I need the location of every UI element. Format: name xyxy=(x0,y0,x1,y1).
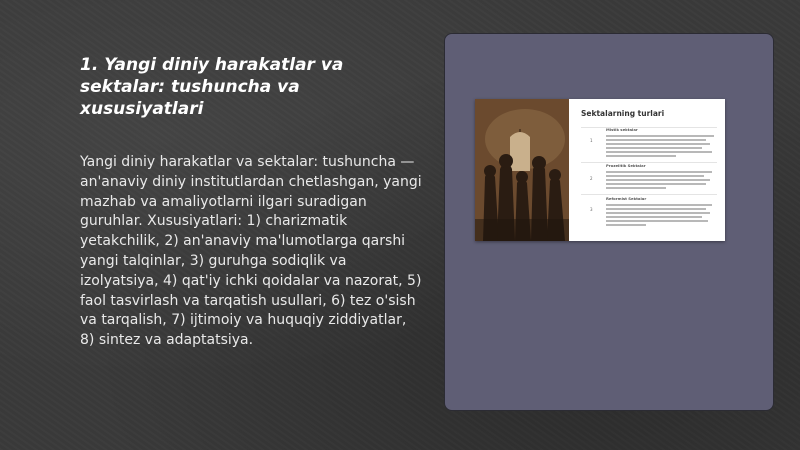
text-line xyxy=(606,155,676,157)
text-line xyxy=(606,204,712,206)
text-line xyxy=(606,208,706,210)
text-line xyxy=(606,175,704,177)
section-title: Mistik sektalar xyxy=(606,127,638,132)
thumbnail-heading: Sektalarning turlari xyxy=(581,109,665,118)
text-line xyxy=(606,143,710,145)
thumbnail-content xyxy=(573,99,725,241)
text-line xyxy=(606,151,712,153)
section-title: Prozelitik Sektalar xyxy=(606,163,646,168)
divider xyxy=(581,162,717,163)
divider xyxy=(581,127,717,128)
text-line xyxy=(606,224,646,226)
slide-body-text: Yangi diniy harakatlar va sektalar: tushuncha — an'anaviy diniy institutlardan chetlashgan, yangi mazhab va amaliyotlarni ilgari suradigan guruhlar. Xususiyatlari: 1) charizmatik yetakchilik, 2) an'anaviy ma'lumotlarga qarshi yangi talqinlar, 3) guruhga sodiqlik va izolyatsiya, 4) qat'iy ichki qoidalar va nazorat, 5) faol tasvirlash va tarqatish usullari, 6) tez o'sish va tarqalish, 7) ijtimoiy va huquqiy ziddiyatlar, 8) sintez va adaptatsiya. xyxy=(80,154,422,349)
section-number: 3 xyxy=(590,207,593,212)
text-line xyxy=(606,216,702,218)
divider xyxy=(581,194,717,195)
text-line xyxy=(606,220,708,222)
slide-thumbnail xyxy=(475,99,725,241)
text-line xyxy=(606,147,702,149)
section-title: Reformist Sektalar xyxy=(606,196,647,201)
slide-title: 1. Yangi diniy harakatlar va sektalar: tushuncha va xususiyatlari xyxy=(80,55,344,119)
section-number: 1 xyxy=(590,138,593,143)
text-line xyxy=(606,212,710,214)
text-line xyxy=(606,139,706,141)
text-line xyxy=(606,135,714,137)
text-line xyxy=(606,187,666,189)
robed-figures-image xyxy=(475,99,569,241)
text-line xyxy=(606,179,710,181)
section-number: 2 xyxy=(590,176,593,181)
text-line xyxy=(606,171,712,173)
text-line xyxy=(606,183,706,185)
